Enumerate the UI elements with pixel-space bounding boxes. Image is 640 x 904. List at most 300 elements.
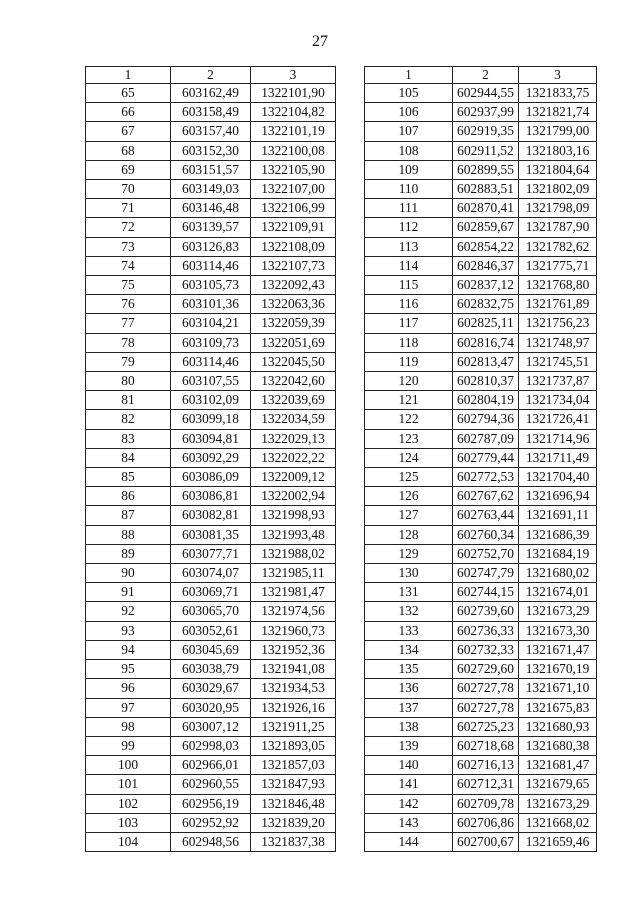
point-number-cell: 80 bbox=[86, 372, 171, 391]
point-number-cell: 142 bbox=[365, 794, 453, 813]
y-coordinate-cell: 1321671,10 bbox=[519, 679, 597, 698]
y-coordinate-cell: 1321926,16 bbox=[251, 698, 336, 717]
table-row bbox=[86, 775, 336, 794]
table-row bbox=[86, 506, 336, 525]
x-coordinate-cell: 603114,46 bbox=[171, 352, 251, 371]
y-coordinate-cell: 1322029,13 bbox=[251, 429, 336, 448]
point-number-cell: 92 bbox=[86, 602, 171, 621]
y-coordinate-cell: 1321960,73 bbox=[251, 621, 336, 640]
table-row bbox=[365, 832, 597, 851]
x-coordinate-cell: 602937,99 bbox=[453, 103, 519, 122]
point-number-cell: 130 bbox=[365, 564, 453, 583]
y-coordinate-cell: 1321761,89 bbox=[519, 295, 597, 314]
x-coordinate-cell: 603029,67 bbox=[171, 679, 251, 698]
point-number-cell: 88 bbox=[86, 525, 171, 544]
table-row bbox=[86, 352, 336, 371]
header-cell-3: 3 bbox=[519, 67, 597, 84]
x-coordinate-cell: 603092,29 bbox=[171, 448, 251, 467]
x-coordinate-cell: 602725,23 bbox=[453, 717, 519, 736]
y-coordinate-cell: 1322002,94 bbox=[251, 487, 336, 506]
x-coordinate-cell: 603139,57 bbox=[171, 218, 251, 237]
table-row bbox=[365, 122, 597, 141]
x-coordinate-cell: 603114,46 bbox=[171, 256, 251, 275]
table-row bbox=[365, 775, 597, 794]
table-row bbox=[86, 832, 336, 851]
point-number-cell: 95 bbox=[86, 660, 171, 679]
x-coordinate-cell: 602712,31 bbox=[453, 775, 519, 794]
point-number-cell: 73 bbox=[86, 237, 171, 256]
table-row bbox=[365, 468, 597, 487]
x-coordinate-cell: 602736,33 bbox=[453, 621, 519, 640]
point-number-cell: 72 bbox=[86, 218, 171, 237]
x-coordinate-cell: 602732,33 bbox=[453, 640, 519, 659]
table-row bbox=[365, 410, 597, 429]
table-row bbox=[365, 448, 597, 467]
table-row bbox=[86, 621, 336, 640]
table-row bbox=[86, 276, 336, 295]
coordinates-table-right bbox=[364, 66, 597, 852]
y-coordinate-cell: 1321803,16 bbox=[519, 141, 597, 160]
y-coordinate-cell: 1322092,43 bbox=[251, 276, 336, 295]
point-number-cell: 117 bbox=[365, 314, 453, 333]
point-number-cell: 144 bbox=[365, 832, 453, 851]
x-coordinate-cell: 603099,18 bbox=[171, 410, 251, 429]
x-coordinate-cell: 602767,62 bbox=[453, 487, 519, 506]
x-coordinate-cell: 602763,44 bbox=[453, 506, 519, 525]
y-coordinate-cell: 1321673,30 bbox=[519, 621, 597, 640]
point-number-cell: 82 bbox=[86, 410, 171, 429]
point-number-cell: 125 bbox=[365, 468, 453, 487]
point-number-cell: 78 bbox=[86, 333, 171, 352]
table-row bbox=[365, 544, 597, 563]
table-row bbox=[86, 717, 336, 736]
point-number-cell: 111 bbox=[365, 199, 453, 218]
x-coordinate-cell: 602911,52 bbox=[453, 141, 519, 160]
x-coordinate-cell: 603069,71 bbox=[171, 583, 251, 602]
table-row bbox=[86, 487, 336, 506]
x-coordinate-cell: 603126,83 bbox=[171, 237, 251, 256]
y-coordinate-cell: 1321668,02 bbox=[519, 813, 597, 832]
table-row bbox=[365, 199, 597, 218]
y-coordinate-cell: 1321941,08 bbox=[251, 660, 336, 679]
point-number-cell: 81 bbox=[86, 391, 171, 410]
table-row bbox=[365, 660, 597, 679]
table-row bbox=[86, 391, 336, 410]
table-row bbox=[86, 679, 336, 698]
point-number-cell: 105 bbox=[365, 84, 453, 103]
y-coordinate-cell: 1322039,69 bbox=[251, 391, 336, 410]
point-number-cell: 118 bbox=[365, 333, 453, 352]
y-coordinate-cell: 1322108,09 bbox=[251, 237, 336, 256]
y-coordinate-cell: 1322051,69 bbox=[251, 333, 336, 352]
y-coordinate-cell: 1321691,11 bbox=[519, 506, 597, 525]
header-cell-1: 1 bbox=[86, 67, 171, 84]
table-row bbox=[86, 583, 336, 602]
point-number-cell: 115 bbox=[365, 276, 453, 295]
table-row bbox=[365, 333, 597, 352]
x-coordinate-cell: 602772,53 bbox=[453, 468, 519, 487]
table-row bbox=[86, 295, 336, 314]
header-cell-1: 1 bbox=[365, 67, 453, 84]
table-row bbox=[365, 295, 597, 314]
x-coordinate-cell: 602709,78 bbox=[453, 794, 519, 813]
table-row bbox=[86, 736, 336, 755]
table-row bbox=[365, 391, 597, 410]
table-row bbox=[86, 448, 336, 467]
y-coordinate-cell: 1321674,01 bbox=[519, 583, 597, 602]
x-coordinate-cell: 602744,15 bbox=[453, 583, 519, 602]
point-number-cell: 91 bbox=[86, 583, 171, 602]
y-coordinate-cell: 1321802,09 bbox=[519, 180, 597, 199]
y-coordinate-cell: 1322042,60 bbox=[251, 372, 336, 391]
y-coordinate-cell: 1321847,93 bbox=[251, 775, 336, 794]
x-coordinate-cell: 603157,40 bbox=[171, 122, 251, 141]
table-row bbox=[86, 698, 336, 717]
point-number-cell: 89 bbox=[86, 544, 171, 563]
x-coordinate-cell: 602832,75 bbox=[453, 295, 519, 314]
x-coordinate-cell: 602837,12 bbox=[453, 276, 519, 295]
y-coordinate-cell: 1321680,93 bbox=[519, 717, 597, 736]
x-coordinate-cell: 603109,73 bbox=[171, 333, 251, 352]
y-coordinate-cell: 1322063,36 bbox=[251, 295, 336, 314]
table-row bbox=[86, 122, 336, 141]
x-coordinate-cell: 602952,92 bbox=[171, 813, 251, 832]
y-coordinate-cell: 1321679,65 bbox=[519, 775, 597, 794]
table-row bbox=[365, 564, 597, 583]
point-number-cell: 98 bbox=[86, 717, 171, 736]
x-coordinate-cell: 602706,86 bbox=[453, 813, 519, 832]
y-coordinate-cell: 1322034,59 bbox=[251, 410, 336, 429]
table-row bbox=[365, 756, 597, 775]
point-number-cell: 131 bbox=[365, 583, 453, 602]
table-row bbox=[365, 506, 597, 525]
table-row bbox=[86, 237, 336, 256]
table-row bbox=[86, 372, 336, 391]
y-coordinate-cell: 1322022,22 bbox=[251, 448, 336, 467]
x-coordinate-cell: 602718,68 bbox=[453, 736, 519, 755]
y-coordinate-cell: 1322100,08 bbox=[251, 141, 336, 160]
table-row bbox=[365, 218, 597, 237]
point-number-cell: 134 bbox=[365, 640, 453, 659]
x-coordinate-cell: 603102,09 bbox=[171, 391, 251, 410]
point-number-cell: 114 bbox=[365, 256, 453, 275]
x-coordinate-cell: 602870,41 bbox=[453, 199, 519, 218]
x-coordinate-cell: 603038,79 bbox=[171, 660, 251, 679]
point-number-cell: 79 bbox=[86, 352, 171, 371]
table-body bbox=[86, 67, 336, 852]
x-coordinate-cell: 603082,81 bbox=[171, 506, 251, 525]
point-number-cell: 96 bbox=[86, 679, 171, 698]
point-number-cell: 119 bbox=[365, 352, 453, 371]
point-number-cell: 86 bbox=[86, 487, 171, 506]
point-number-cell: 77 bbox=[86, 314, 171, 333]
point-number-cell: 123 bbox=[365, 429, 453, 448]
x-coordinate-cell: 602825,11 bbox=[453, 314, 519, 333]
table-row bbox=[86, 794, 336, 813]
x-coordinate-cell: 602956,19 bbox=[171, 794, 251, 813]
point-number-cell: 65 bbox=[86, 84, 171, 103]
table-row bbox=[86, 256, 336, 275]
x-coordinate-cell: 602919,35 bbox=[453, 122, 519, 141]
x-coordinate-cell: 602960,55 bbox=[171, 775, 251, 794]
table-row bbox=[365, 103, 597, 122]
table-row bbox=[365, 717, 597, 736]
table-row bbox=[86, 199, 336, 218]
y-coordinate-cell: 1321782,62 bbox=[519, 237, 597, 256]
point-number-cell: 68 bbox=[86, 141, 171, 160]
y-coordinate-cell: 1321893,05 bbox=[251, 736, 336, 755]
y-coordinate-cell: 1321711,49 bbox=[519, 448, 597, 467]
table-row bbox=[86, 564, 336, 583]
header-cell-3: 3 bbox=[251, 67, 336, 84]
point-number-cell: 113 bbox=[365, 237, 453, 256]
x-coordinate-cell: 603105,73 bbox=[171, 276, 251, 295]
table-row bbox=[365, 487, 597, 506]
y-coordinate-cell: 1321726,41 bbox=[519, 410, 597, 429]
table-row bbox=[365, 794, 597, 813]
y-coordinate-cell: 1321673,29 bbox=[519, 794, 597, 813]
x-coordinate-cell: 602998,03 bbox=[171, 736, 251, 755]
x-coordinate-cell: 602739,60 bbox=[453, 602, 519, 621]
point-number-cell: 128 bbox=[365, 525, 453, 544]
point-number-cell: 106 bbox=[365, 103, 453, 122]
point-number-cell: 141 bbox=[365, 775, 453, 794]
y-coordinate-cell: 1321911,25 bbox=[251, 717, 336, 736]
table-row bbox=[365, 372, 597, 391]
x-coordinate-cell: 602729,60 bbox=[453, 660, 519, 679]
point-number-cell: 136 bbox=[365, 679, 453, 698]
y-coordinate-cell: 1322107,00 bbox=[251, 180, 336, 199]
point-number-cell: 132 bbox=[365, 602, 453, 621]
y-coordinate-cell: 1321839,20 bbox=[251, 813, 336, 832]
x-coordinate-cell: 603007,12 bbox=[171, 717, 251, 736]
y-coordinate-cell: 1321833,75 bbox=[519, 84, 597, 103]
table-row bbox=[86, 218, 336, 237]
table-row bbox=[86, 813, 336, 832]
table-row bbox=[365, 602, 597, 621]
y-coordinate-cell: 1321993,48 bbox=[251, 525, 336, 544]
x-coordinate-cell: 603086,81 bbox=[171, 487, 251, 506]
y-coordinate-cell: 1321768,80 bbox=[519, 276, 597, 295]
y-coordinate-cell: 1321998,93 bbox=[251, 506, 336, 525]
point-number-cell: 121 bbox=[365, 391, 453, 410]
x-coordinate-cell: 602716,13 bbox=[453, 756, 519, 775]
table-row bbox=[365, 736, 597, 755]
point-number-cell: 120 bbox=[365, 372, 453, 391]
table-header-row bbox=[365, 67, 597, 84]
x-coordinate-cell: 603020,95 bbox=[171, 698, 251, 717]
x-coordinate-cell: 603094,81 bbox=[171, 429, 251, 448]
point-number-cell: 94 bbox=[86, 640, 171, 659]
table-row bbox=[365, 525, 597, 544]
point-number-cell: 109 bbox=[365, 160, 453, 179]
x-coordinate-cell: 603152,30 bbox=[171, 141, 251, 160]
y-coordinate-cell: 1321804,64 bbox=[519, 160, 597, 179]
y-coordinate-cell: 1321798,09 bbox=[519, 199, 597, 218]
point-number-cell: 133 bbox=[365, 621, 453, 640]
x-coordinate-cell: 603086,09 bbox=[171, 468, 251, 487]
point-number-cell: 129 bbox=[365, 544, 453, 563]
y-coordinate-cell: 1322101,90 bbox=[251, 84, 336, 103]
x-coordinate-cell: 602760,34 bbox=[453, 525, 519, 544]
point-number-cell: 90 bbox=[86, 564, 171, 583]
x-coordinate-cell: 603107,55 bbox=[171, 372, 251, 391]
table-row bbox=[86, 429, 336, 448]
point-number-cell: 93 bbox=[86, 621, 171, 640]
header-cell-2: 2 bbox=[171, 67, 251, 84]
x-coordinate-cell: 603101,36 bbox=[171, 295, 251, 314]
x-coordinate-cell: 602816,74 bbox=[453, 333, 519, 352]
y-coordinate-cell: 1321734,04 bbox=[519, 391, 597, 410]
table-row bbox=[365, 352, 597, 371]
table-row bbox=[86, 333, 336, 352]
x-coordinate-cell: 603149,03 bbox=[171, 180, 251, 199]
table-row bbox=[86, 160, 336, 179]
x-coordinate-cell: 602948,56 bbox=[171, 832, 251, 851]
x-coordinate-cell: 603074,07 bbox=[171, 564, 251, 583]
table-row bbox=[365, 621, 597, 640]
coordinates-table-left bbox=[85, 66, 336, 852]
x-coordinate-cell: 602779,44 bbox=[453, 448, 519, 467]
y-coordinate-cell: 1321659,46 bbox=[519, 832, 597, 851]
point-number-cell: 83 bbox=[86, 429, 171, 448]
table-row bbox=[86, 468, 336, 487]
y-coordinate-cell: 1322104,82 bbox=[251, 103, 336, 122]
x-coordinate-cell: 603162,49 bbox=[171, 84, 251, 103]
point-number-cell: 102 bbox=[86, 794, 171, 813]
x-coordinate-cell: 602810,37 bbox=[453, 372, 519, 391]
table-row bbox=[365, 314, 597, 333]
table-row bbox=[365, 813, 597, 832]
y-coordinate-cell: 1322045,50 bbox=[251, 352, 336, 371]
table-row bbox=[86, 410, 336, 429]
y-coordinate-cell: 1321714,96 bbox=[519, 429, 597, 448]
x-coordinate-cell: 602813,47 bbox=[453, 352, 519, 371]
x-coordinate-cell: 602787,09 bbox=[453, 429, 519, 448]
point-number-cell: 87 bbox=[86, 506, 171, 525]
x-coordinate-cell: 602794,36 bbox=[453, 410, 519, 429]
point-number-cell: 116 bbox=[365, 295, 453, 314]
point-number-cell: 71 bbox=[86, 199, 171, 218]
y-coordinate-cell: 1321988,02 bbox=[251, 544, 336, 563]
y-coordinate-cell: 1321684,19 bbox=[519, 544, 597, 563]
point-number-cell: 76 bbox=[86, 295, 171, 314]
point-number-cell: 75 bbox=[86, 276, 171, 295]
y-coordinate-cell: 1321821,74 bbox=[519, 103, 597, 122]
y-coordinate-cell: 1322109,91 bbox=[251, 218, 336, 237]
x-coordinate-cell: 602700,67 bbox=[453, 832, 519, 851]
y-coordinate-cell: 1321981,47 bbox=[251, 583, 336, 602]
y-coordinate-cell: 1322009,12 bbox=[251, 468, 336, 487]
point-number-cell: 69 bbox=[86, 160, 171, 179]
table-row bbox=[86, 314, 336, 333]
x-coordinate-cell: 602944,55 bbox=[453, 84, 519, 103]
table-row bbox=[86, 180, 336, 199]
point-number-cell: 66 bbox=[86, 103, 171, 122]
y-coordinate-cell: 1321934,53 bbox=[251, 679, 336, 698]
point-number-cell: 110 bbox=[365, 180, 453, 199]
x-coordinate-cell: 603146,48 bbox=[171, 199, 251, 218]
y-coordinate-cell: 1321799,00 bbox=[519, 122, 597, 141]
table-row bbox=[365, 698, 597, 717]
y-coordinate-cell: 1321681,47 bbox=[519, 756, 597, 775]
table-row bbox=[86, 640, 336, 659]
y-coordinate-cell: 1321745,51 bbox=[519, 352, 597, 371]
x-coordinate-cell: 602883,51 bbox=[453, 180, 519, 199]
y-coordinate-cell: 1321846,48 bbox=[251, 794, 336, 813]
x-coordinate-cell: 602854,22 bbox=[453, 237, 519, 256]
point-number-cell: 70 bbox=[86, 180, 171, 199]
x-coordinate-cell: 603052,61 bbox=[171, 621, 251, 640]
table-row bbox=[86, 602, 336, 621]
y-coordinate-cell: 1321756,23 bbox=[519, 314, 597, 333]
point-number-cell: 122 bbox=[365, 410, 453, 429]
x-coordinate-cell: 602727,78 bbox=[453, 698, 519, 717]
table-row bbox=[365, 429, 597, 448]
table-row bbox=[365, 276, 597, 295]
point-number-cell: 74 bbox=[86, 256, 171, 275]
x-coordinate-cell: 603104,21 bbox=[171, 314, 251, 333]
table-row bbox=[86, 525, 336, 544]
table-row bbox=[86, 756, 336, 775]
y-coordinate-cell: 1321737,87 bbox=[519, 372, 597, 391]
y-coordinate-cell: 1321837,38 bbox=[251, 832, 336, 851]
point-number-cell: 143 bbox=[365, 813, 453, 832]
point-number-cell: 103 bbox=[86, 813, 171, 832]
y-coordinate-cell: 1321704,40 bbox=[519, 468, 597, 487]
table-body bbox=[365, 67, 597, 852]
point-number-cell: 67 bbox=[86, 122, 171, 141]
y-coordinate-cell: 1321670,19 bbox=[519, 660, 597, 679]
table-row bbox=[365, 256, 597, 275]
page-number: 27 bbox=[312, 33, 328, 50]
y-coordinate-cell: 1321671,47 bbox=[519, 640, 597, 659]
point-number-cell: 97 bbox=[86, 698, 171, 717]
point-number-cell: 124 bbox=[365, 448, 453, 467]
y-coordinate-cell: 1321857,03 bbox=[251, 756, 336, 775]
y-coordinate-cell: 1321748,97 bbox=[519, 333, 597, 352]
x-coordinate-cell: 602859,67 bbox=[453, 218, 519, 237]
y-coordinate-cell: 1321680,38 bbox=[519, 736, 597, 755]
table-header-row bbox=[86, 67, 336, 84]
y-coordinate-cell: 1322105,90 bbox=[251, 160, 336, 179]
point-number-cell: 99 bbox=[86, 736, 171, 755]
header-cell-2: 2 bbox=[453, 67, 519, 84]
point-number-cell: 138 bbox=[365, 717, 453, 736]
y-coordinate-cell: 1321985,11 bbox=[251, 564, 336, 583]
table-row bbox=[365, 160, 597, 179]
y-coordinate-cell: 1321680,02 bbox=[519, 564, 597, 583]
x-coordinate-cell: 603045,69 bbox=[171, 640, 251, 659]
table-row bbox=[365, 640, 597, 659]
y-coordinate-cell: 1321696,94 bbox=[519, 487, 597, 506]
point-number-cell: 126 bbox=[365, 487, 453, 506]
table-row bbox=[365, 679, 597, 698]
x-coordinate-cell: 602966,01 bbox=[171, 756, 251, 775]
x-coordinate-cell: 602846,37 bbox=[453, 256, 519, 275]
y-coordinate-cell: 1321686,39 bbox=[519, 525, 597, 544]
point-number-cell: 137 bbox=[365, 698, 453, 717]
y-coordinate-cell: 1322101,19 bbox=[251, 122, 336, 141]
x-coordinate-cell: 603158,49 bbox=[171, 103, 251, 122]
table-row bbox=[365, 237, 597, 256]
point-number-cell: 112 bbox=[365, 218, 453, 237]
x-coordinate-cell: 603151,57 bbox=[171, 160, 251, 179]
point-number-cell: 107 bbox=[365, 122, 453, 141]
point-number-cell: 140 bbox=[365, 756, 453, 775]
y-coordinate-cell: 1322106,99 bbox=[251, 199, 336, 218]
x-coordinate-cell: 602747,79 bbox=[453, 564, 519, 583]
